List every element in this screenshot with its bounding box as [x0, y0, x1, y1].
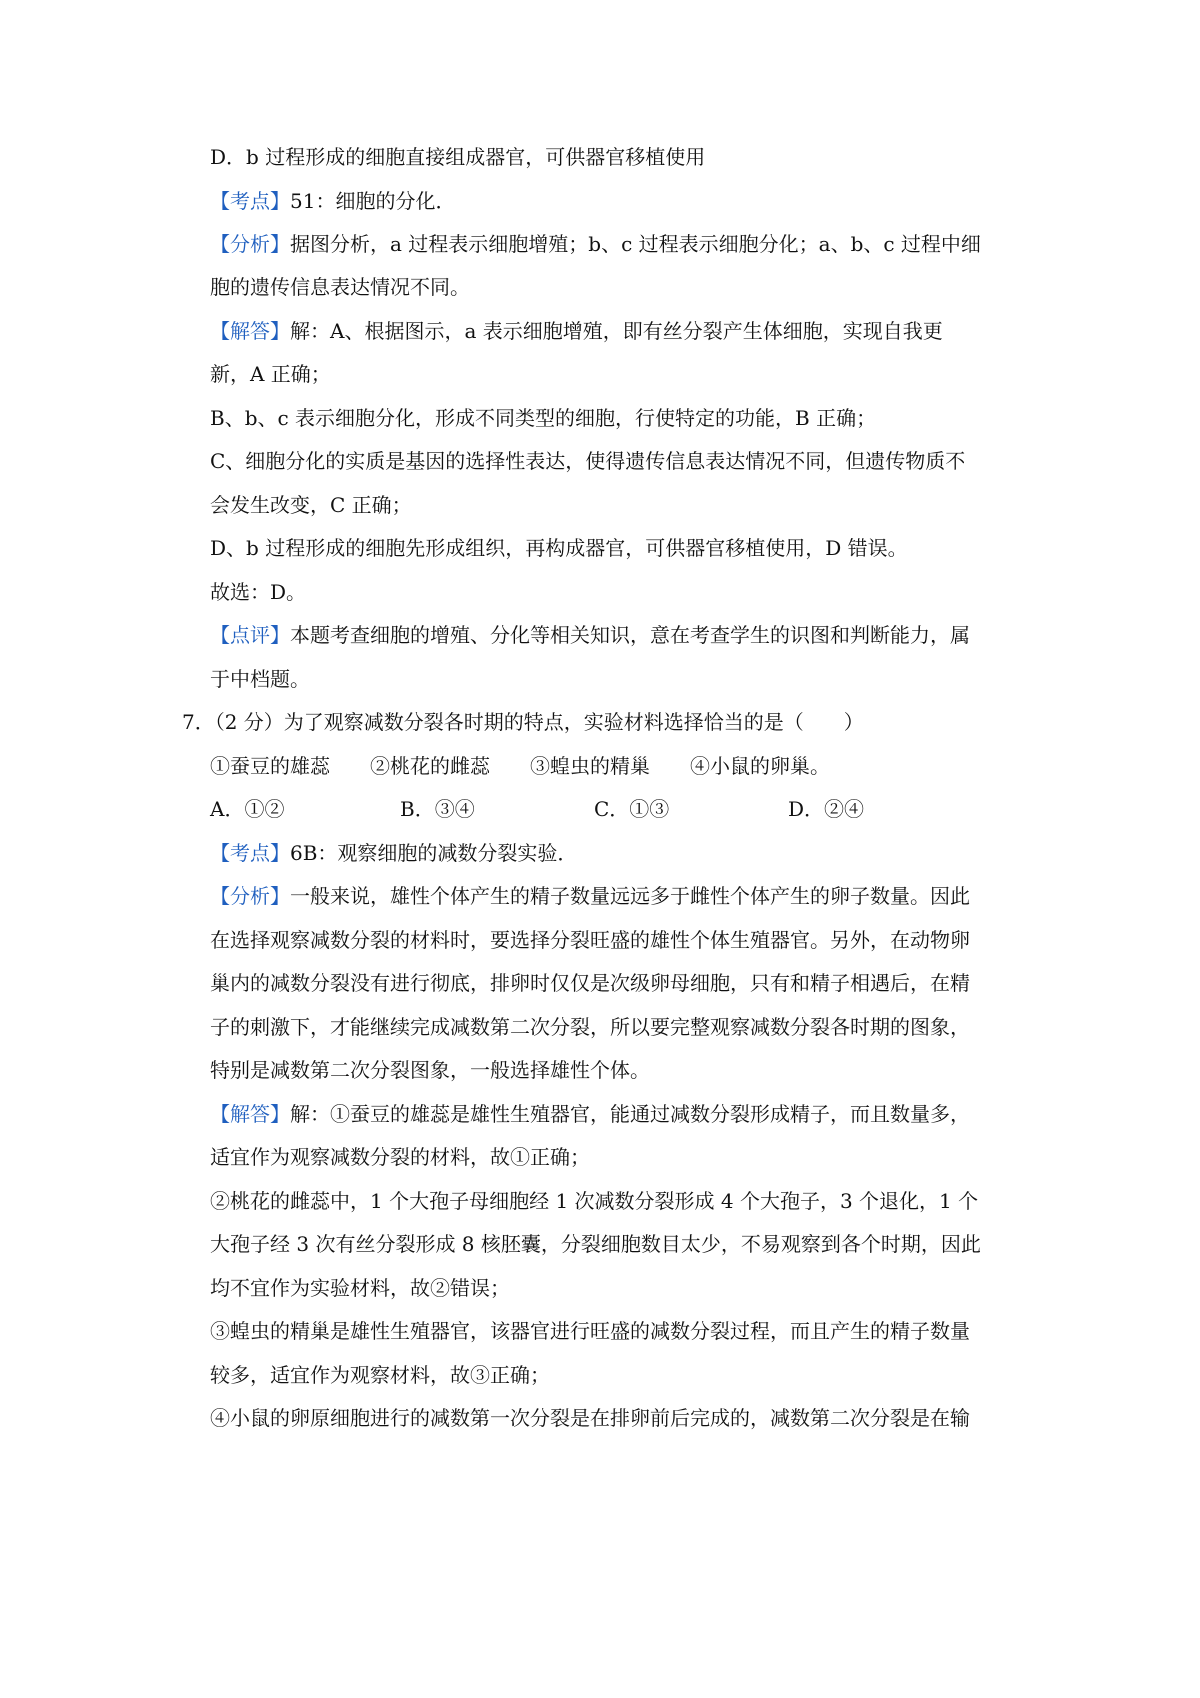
q7-jieda-text-7: 较多，适宜作为观察材料，故③正确；: [210, 1363, 550, 1387]
dianping-text-1: 本题考查细胞的增殖、分化等相关知识，意在考查学生的识图和判断能力，属: [290, 623, 970, 647]
q7-fenxi-text-4: 子的刺激下，才能继续完成减数第二次分裂，所以要完整观察减数分裂各时期的图象，: [210, 1015, 970, 1039]
dianping-line-1: [210, 620, 1030, 650]
kaodian-line-1: [210, 186, 1030, 216]
kaodian-tag: 【考点】: [210, 189, 290, 213]
q7-kaodian-tag: 【考点】: [210, 841, 290, 865]
fenxi-tag: 【分析】: [210, 232, 290, 256]
q7-fenxi-text-3: 巢内的减数分裂没有进行彻底，排卵时仅仅是次级卵母细胞，只有和精子相遇后，在精: [210, 971, 970, 995]
jieda-text-3: B、b、c 表示细胞分化，形成不同类型的细胞，行使特定的功能，B 正确；: [210, 406, 877, 430]
q7-fenxi-text-5: 特别是减数第二次分裂图象，一般选择雄性个体。: [210, 1058, 650, 1082]
option-b: B．③④: [400, 797, 475, 821]
q7-kaodian-text: 6B：观察细胞的减数分裂实验．: [290, 841, 578, 865]
jieda-text-5: 会发生改变，C 正确；: [210, 493, 412, 517]
option-a: A．①②: [210, 797, 285, 821]
answer-line: 故选：D。: [210, 580, 307, 604]
jieda-text-4: C、细胞分化的实质是基因的选择性表达，使得遗传信息表达情况不同，但遗传物质不: [210, 449, 966, 473]
jieda-text-2: 新，A 正确；: [210, 362, 331, 386]
q7-jieda-text-5: 均不宜作为实验材料，故②错误；: [210, 1276, 510, 1300]
q7-fenxi-text-1: 一般来说，雄性个体产生的精子数量远远多于雌性个体产生的卵子数量。因此: [290, 884, 970, 908]
jieda-line-1: [210, 316, 1030, 346]
dianping-tag: 【点评】: [210, 623, 290, 647]
jieda-tag: 【解答】: [210, 319, 290, 343]
q7-jieda-line-1: [210, 1099, 1030, 1129]
q7-jieda-text-2: 适宜作为观察减数分裂的材料，故①正确；: [210, 1145, 590, 1169]
q7-fenxi-line-1: [210, 881, 1030, 911]
q7-fenxi-tag: 【分析】: [210, 884, 290, 908]
fenxi-line-1: [210, 229, 1030, 259]
q7-jieda-text-3: ②桃花的雌蕊中，1 个大孢子母细胞经 1 次减数分裂形成 4 个大孢子，3 个退化，1 个: [210, 1189, 979, 1213]
fenxi-text-2: 胞的遗传信息表达情况不同。: [210, 275, 470, 299]
question-7-stem: 7．（2 分）为了观察减数分裂各时期的特点，实验材料选择恰当的是（ ）: [182, 710, 864, 734]
question-7-items: ①蚕豆的雄蕊 ②桃花的雌蕊 ③蝗虫的精巢 ④小鼠的卵巢。: [210, 754, 830, 778]
q7-jieda-text-1: 解：①蚕豆的雄蕊是雄性生殖器官，能通过减数分裂形成精子，而且数量多，: [290, 1102, 970, 1126]
q7-jieda-text-8: ④小鼠的卵原细胞进行的减数第一次分裂是在排卵前后完成的，减数第二次分裂是在输: [210, 1406, 970, 1430]
option-c: C．①③: [594, 797, 670, 821]
option-d: D．②④: [788, 797, 865, 821]
kaodian-text: 51：细胞的分化．: [290, 189, 456, 213]
q7-kaodian-line: [210, 838, 1030, 868]
q7-fenxi-text-2: 在选择观察减数分裂的材料时，要选择分裂旺盛的雄性个体生殖器官。另外，在动物卵: [210, 928, 970, 952]
jieda-text-1: 解：A、根据图示，a 表示细胞增殖，即有丝分裂产生体细胞，实现自我更: [290, 319, 943, 343]
jieda-text-6: D、b 过程形成的细胞先形成组织，再构成器官，可供器官移植使用，D 错误。: [210, 536, 908, 560]
q7-jieda-tag: 【解答】: [210, 1102, 290, 1126]
q7-jieda-text-6: ③蝗虫的精巢是雄性生殖器官，该器官进行旺盛的减数分裂过程，而且产生的精子数量: [210, 1319, 970, 1343]
fenxi-text-1: 据图分析，a 过程表示细胞增殖；b、c 过程表示细胞分化；a、b、c 过程中细: [290, 232, 981, 256]
option-d-text: D．b 过程形成的细胞直接组成器官，可供器官移植使用: [210, 145, 706, 169]
dianping-text-2: 于中档题。: [210, 667, 310, 691]
q7-jieda-text-4: 大孢子经 3 次有丝分裂形成 8 核胚囊，分裂细胞数目太少，不易观察到各个时期，因此: [210, 1232, 981, 1256]
